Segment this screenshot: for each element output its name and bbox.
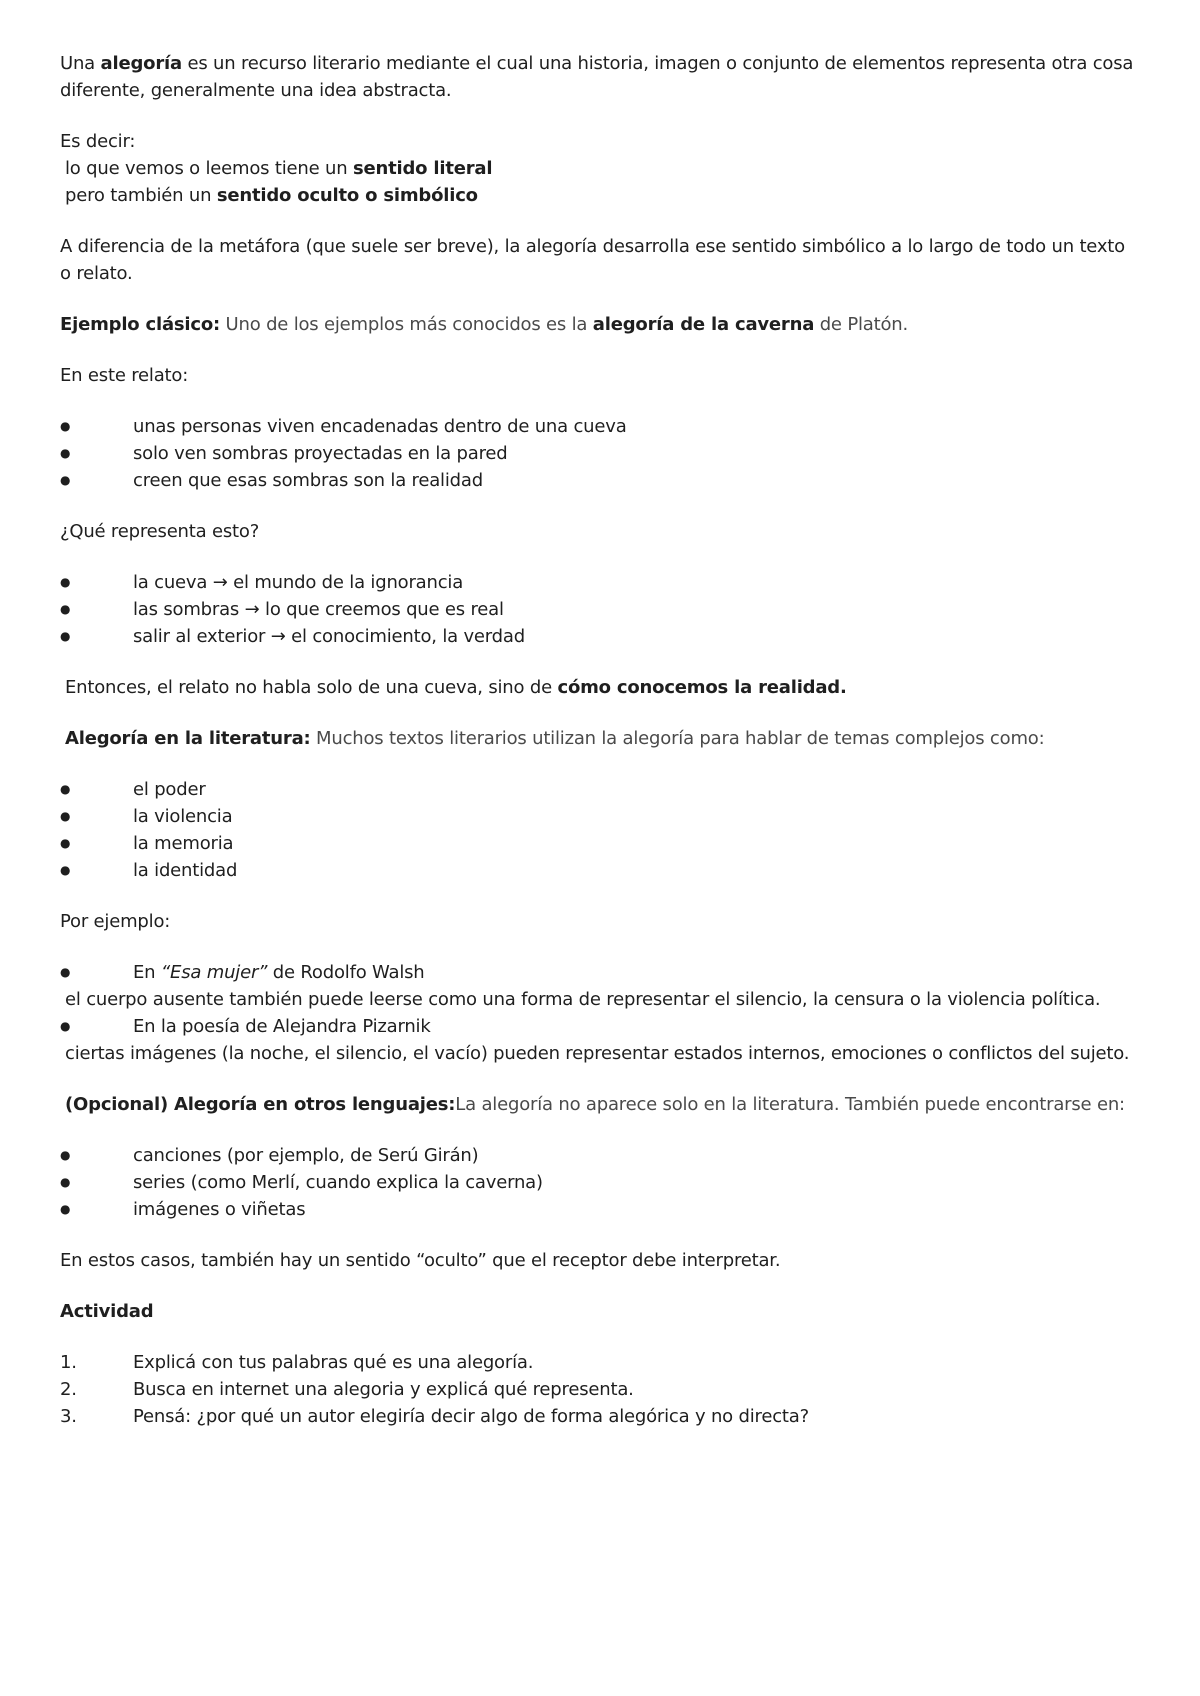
bullet-icon: ●	[60, 1148, 71, 1162]
list-item-text: la memoria	[133, 833, 234, 854]
list-item	[60, 569, 1140, 596]
list-item	[60, 467, 1140, 494]
relato-list	[60, 413, 1140, 494]
list-item-text: la violencia	[133, 806, 233, 827]
pizarnik-text: En la poesía de Alejandra Pizarnik	[133, 1016, 431, 1037]
bullet-icon: ●	[60, 446, 71, 460]
list-item	[60, 623, 1140, 650]
bullet-icon: ●	[60, 575, 71, 589]
otros-label: (Opcional) Alegoría en otros lenguajes:	[65, 1094, 456, 1115]
bullet-icon: ●	[60, 602, 71, 616]
list-item-text: Explicá con tus palabras qué es una alegoría.	[133, 1352, 534, 1373]
literatura-paragraph	[60, 725, 1140, 752]
intro-pre: Una	[60, 53, 101, 74]
otros-paragraph	[60, 1091, 1140, 1118]
list-item	[60, 830, 1140, 857]
ejemplo-paragraph	[60, 311, 1140, 338]
list-item	[60, 1376, 1140, 1403]
intro-post: es un recurso literario mediante el cual una historia, imagen o conjunto de elementos representa otra cosa diferente, generalmente una idea abstracta.	[60, 53, 1134, 101]
ejemplo-pre: Uno de los ejemplos más conocidos es la	[220, 314, 593, 335]
pizarnik-item	[60, 1013, 1140, 1040]
relato-label: En este relato:	[60, 365, 189, 386]
list-item	[60, 1142, 1140, 1169]
list-item-text: canciones (por ejemplo, de Serú Girán)	[133, 1145, 479, 1166]
literatura-text: Muchos textos literarios utilizan la alegoría para hablar de temas complejos como:	[310, 728, 1045, 749]
list-item-text: series (como Merlí, cuando explica la caverna)	[133, 1172, 543, 1193]
list-item-text: Pensá: ¿por qué un autor elegiría decir algo de forma alegórica y no directa?	[133, 1406, 809, 1427]
list-item	[60, 440, 1140, 467]
list-item	[60, 1169, 1140, 1196]
es-decir-line-1-bold: sentido literal	[352, 158, 493, 179]
es-decir-line-2-bold: sentido oculto o simbólico	[216, 185, 478, 206]
bullet-icon: ●	[60, 419, 71, 433]
bullet-icon: ●	[60, 809, 71, 823]
literatura-label: Alegoría en la literatura:	[65, 728, 311, 749]
list-item	[60, 596, 1140, 623]
ejemplo-label: Ejemplo clásico:	[60, 314, 221, 335]
bullet-icon: ●	[60, 863, 71, 877]
walsh-pre: En	[133, 962, 161, 983]
bullet-icon: ●	[60, 1019, 71, 1033]
es-decir-line-2-text: pero también un	[65, 185, 217, 206]
otros-text: La alegoría no aparece solo en la literatura. También puede encontrarse en:	[455, 1094, 1125, 1115]
list-item	[60, 803, 1140, 830]
oculto-paragraph: En estos casos, también hay un sentido “oculto” que el receptor debe interpretar.	[60, 1250, 781, 1271]
es-decir-line-1	[60, 155, 1140, 182]
list-item-text: la cueva → el mundo de la ignorancia	[133, 572, 464, 593]
pizarnik-desc: ciertas imágenes (la noche, el silencio, el vacío) pueden representar estados internos, emociones o conflictos del sujeto.	[65, 1043, 1130, 1064]
list-item	[60, 1196, 1140, 1223]
item-number: 1.	[60, 1352, 77, 1373]
list-item-text: la identidad	[133, 860, 238, 881]
list-item-text: unas personas viven encadenadas dentro de una cueva	[133, 416, 627, 437]
list-item	[60, 1349, 1140, 1376]
bullet-icon: ●	[60, 965, 71, 979]
es-decir-line-1-text: lo que vemos o leemos tiene un	[65, 158, 353, 179]
bullet-icon: ●	[60, 1175, 71, 1189]
list-item-text: creen que esas sombras son la realidad	[133, 470, 483, 491]
walsh-title: “Esa mujer”	[160, 962, 268, 983]
list-item-text: Busca en internet una alegoria y explicá qué representa.	[133, 1379, 634, 1400]
entonces-pre: Entonces, el relato no habla solo de una cueva, sino de	[65, 677, 558, 698]
list-item-text: el poder	[133, 779, 206, 800]
bullet-icon: ●	[60, 782, 71, 796]
temas-list	[60, 776, 1140, 884]
actividad-title: Actividad	[60, 1301, 154, 1322]
list-item-text: imágenes o viñetas	[133, 1199, 306, 1220]
diferencia-paragraph: A diferencia de la metáfora (que suele ser breve), la alegoría desarrolla ese sentido simbólico a lo largo de todo un texto o relato.	[60, 236, 1125, 284]
representa-label: ¿Qué representa esto?	[60, 521, 260, 542]
actividad-list	[60, 1349, 1140, 1430]
otros-list	[60, 1142, 1140, 1223]
list-item	[60, 413, 1140, 440]
entonces-paragraph	[60, 674, 1140, 701]
list-item	[60, 776, 1140, 803]
es-decir-label: Es decir:	[60, 131, 136, 152]
walsh-item	[60, 959, 1140, 986]
item-number: 2.	[60, 1379, 77, 1400]
representa-list	[60, 569, 1140, 650]
ejemplo-bold: alegoría de la caverna	[592, 314, 815, 335]
intro-term: alegoría	[100, 53, 182, 74]
ejemplo-post: de Platón.	[814, 314, 909, 335]
list-item-text: solo ven sombras proyectadas en la pared	[133, 443, 508, 464]
bullet-icon: ●	[60, 1202, 71, 1216]
list-item	[60, 857, 1140, 884]
bullet-icon: ●	[60, 836, 71, 850]
walsh-desc: el cuerpo ausente también puede leerse como una forma de representar el silencio, la censura o la violencia política.	[65, 989, 1101, 1010]
entonces-bold: cómo conocemos la realidad.	[557, 677, 847, 698]
item-number: 3.	[60, 1406, 77, 1427]
es-decir-line-2	[60, 182, 1140, 209]
por-ejemplo-label: Por ejemplo:	[60, 911, 171, 932]
list-item-text: las sombras → lo que creemos que es real	[133, 599, 504, 620]
list-item	[60, 1403, 1140, 1430]
bullet-icon: ●	[60, 629, 71, 643]
list-item-text: salir al exterior → el conocimiento, la verdad	[133, 626, 525, 647]
intro-paragraph	[60, 50, 1140, 104]
walsh-post: de Rodolfo Walsh	[267, 962, 425, 983]
bullet-icon: ●	[60, 473, 71, 487]
